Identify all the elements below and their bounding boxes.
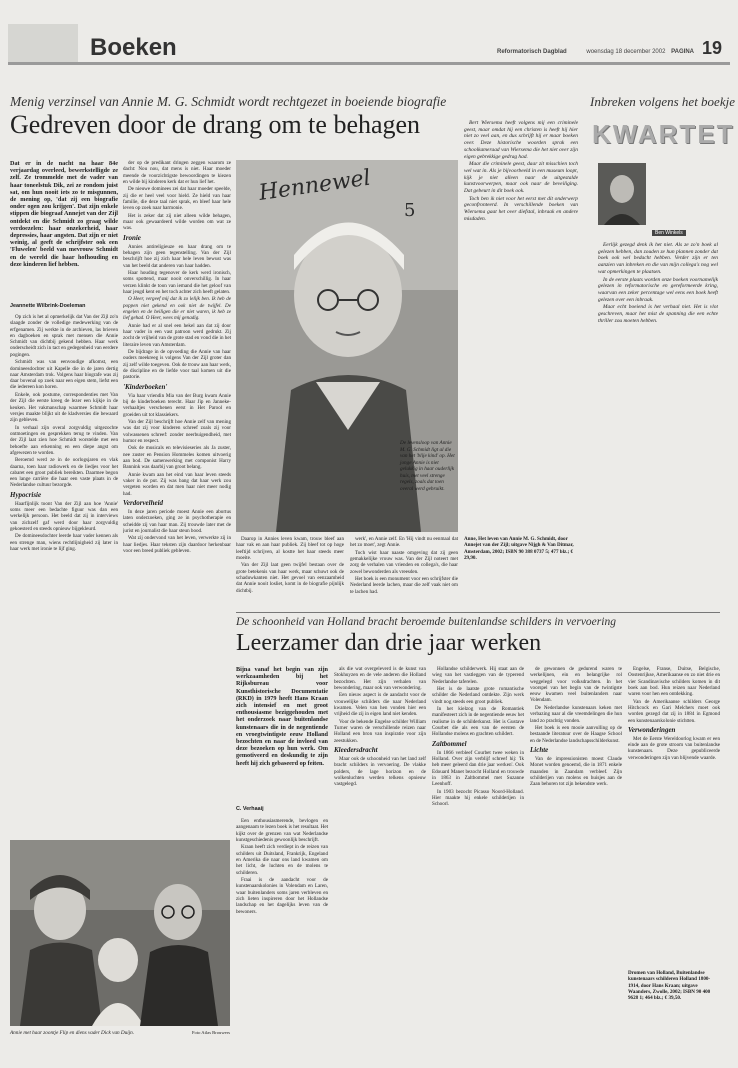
article2-kicker: De schoonheid van Holland bracht beroemde buitenlandse schilders in vervoering bbox=[236, 616, 616, 628]
article2-headline: Leerzamer dan drie jaar werken bbox=[236, 630, 542, 656]
paragraph: In het kielzog van de Romantiek manifesteert zich in de negentiende eeuw het realisme in de schilderkunst. Het is Gustave Courbet die als een van de eersten de Hollandse molens en grachten schildert. bbox=[432, 706, 524, 738]
paper-name: Reformatorisch Dagblad bbox=[497, 49, 567, 55]
subheading: Lichte bbox=[530, 745, 549, 754]
paragraph: De Nederlandse kunstenaars keken met verbazing naar al die vreemdelingen die hun land zo prachtig vonden. bbox=[530, 704, 622, 724]
paragraph: Haarfijnlijk toont Van der Zijl aan hoe 'Annie' soms meer een bedachte figuur was dan een werkelijk persoon. Het beeld dat zij in interviews van zichzelf gaf werd door haar zorgvuldig gekoesterd en steeds opnieuw bijgekleurd. bbox=[10, 500, 118, 532]
article1-kicker: Menig verzinsel van Annie M. G. Schmidt wordt rechtgezet in boeiende biografie bbox=[10, 94, 447, 109]
paragraph: Beroemd werd ze in de oorlogsjaren en vlak daarna, toen haar radiowerk en de liedjes voor het cabaret een groot publiek bereikten. Daarmee begon een lange carrière die haar een vaste plaats in de Nederlandse cultuur bezorgde. bbox=[10, 457, 118, 489]
family-photo bbox=[10, 840, 230, 1026]
paragraph: Maar die criminele geest, daar zit misschien toch wel wat in. Als je bijvoorbeeld in een museum loopt, kijk je niet alleen naar de uitgestalde kunstvoorwerpen, maar ook naar de beveiliging. Dat gebeurt in dit boek ook. bbox=[464, 161, 578, 195]
paragraph: Op zich is het al opmerkelijk dat Van der Zijl zo'n slaagde zonder de volledige medewerking van de erfgenamen. Zij werkte in de archieven, las brieven en dagboeken en sprak met mensen die Annie Schmidt van dichtbij gekend hebben. Haar werk onderscheidt zich in tact en gedegenheid van eerdere pogingen. bbox=[10, 314, 118, 358]
subheading: 'Kinderboeken' bbox=[123, 382, 168, 391]
page-number: 19 bbox=[701, 38, 722, 58]
subheading: Kleedersdracht bbox=[334, 745, 378, 754]
paragraph: Het boek is een mooie aanvulling op de bestaande literatuur over de Haagse School en de Nederlandse landschapsschilderkunst. bbox=[530, 725, 622, 744]
svg-text:5: 5 bbox=[404, 200, 416, 221]
paragraph: De nieuwe dominees zei dat haar moeder speelde, zij die er heel veel voor hield. Ze hield van haar familie, die deze taal niet sprak, en bleef haar hele leven op zoek naar harmonie. bbox=[123, 186, 231, 212]
family-photo-credit: Foto Atlas Brouwers bbox=[191, 1030, 230, 1035]
paragraph: Voor de bekende Engelse schilder William Turner waren de verschillende reizen naar Holland een bron van inspiratie voor zijn zeestukken. bbox=[334, 718, 426, 744]
paragraph: Maar ook de schoonheid van het land zelf bracht schilders in vervoering. De vlakke polders, de lage horizon en de wolkenluchten werden telkens opnieuw vastgelegd. bbox=[334, 755, 426, 788]
paragraph: Van der Zijl laat geen twijfel bestaan over de grote betekenis van haar werk, maar schuwt ook de schaduwkanten niet. Het gevoel van eenzaamheid dat Annie nooit losliet, komt in de biografie pijnlijk dichtbij. bbox=[236, 562, 344, 594]
paragraph: Van de impressionisten moest Claude Monet worden genoemd, die in 1871 enkele maanden in Zaandam verbleef. Zijn schilderijen van molens en huisjes aan de Zaan behoren tot zijn bekendste werk. bbox=[530, 755, 622, 788]
article2-column-2 bbox=[334, 666, 426, 1058]
subheading: Verwonderingen bbox=[628, 725, 676, 734]
article1-intro bbox=[10, 160, 118, 300]
poem-quote: O Heer, vergeef mij dat ik zo lelijk ben. Ik heb de poppen niet gekend en ook niet de twijfel. De engelen en de heiligen die er niet waren, ik heb ze lief gehad. O Heer, wees mij genadig. bbox=[123, 296, 231, 322]
paragraph: Van de Amerikaanse schilders George Hitchcock en Gari Melchers moet ook worden gezegd dat zij in 1884 in Egmond een kunstenaarskolonie stichtten. bbox=[628, 698, 720, 724]
article1-book-info bbox=[464, 536, 578, 596]
paragraph: De bijdrage in de opvoeding die Annie van haar ouders meekreeg is volgens Van der Zijl groter dan zij zelf wilde toegeven. Ook de trouw aan haar werk, de discipline en de liefde voor taal komen uit die pastorie. bbox=[123, 349, 231, 381]
article1-column-1 bbox=[10, 314, 118, 734]
article1-byline: Jeannette Wilbrink-Doeleman bbox=[10, 303, 86, 309]
paragraph: De domineesdochter leerde haar vader kennen als een strenge man, wiens rechtlijnigheid zij later in haar werk met ironie te lijf ging. bbox=[10, 533, 118, 553]
article1-intro-text: Dat er in de nacht na haar 84e verjaardag overleed, bewerkstelligde ze zelf. Ze trommelde met de vader van haar toneelstuk Dik, zei ze rondom juist sat, om hun nooit iets zo te misgunnen, de mening op, 'dat zij een biografie onder ogen zou krijgen'. Dat zijn enkele stippen die biograaf Annejet van der Zijl ontdekt en die Schmidt zo graag wilde verdoezelen: haar onzekerheid, haar depressies, haar angsten. Dat zijn er niet weinig, al geeft de schrijfster ook een 'Fluwelen' beeld van mevrouw Schmidt en de wereld die haar hofhouding en deze kinderen lief hebben. bbox=[10, 160, 118, 268]
paragraph: Het boek is een monument voor een schrijfster die Nederland leerde lachen, maar die zelf vaak niet om te lachen had. bbox=[350, 576, 458, 595]
paragraph: Annies antireligieuze en haar drang om te behagen zijn geen tegenstelling. Van der Zijl beschrijft hoe zij zich haar hele leven bewust was van het beeld dat anderen van haar hadden. bbox=[123, 243, 231, 269]
article1-column-3 bbox=[236, 536, 344, 616]
paragraph: Hollandse schilderwerk. Hij staat aan de wieg van het vastleggen van de typerend Nederlandse taferelen. bbox=[432, 666, 524, 685]
family-photo-image bbox=[10, 840, 230, 1026]
paragraph: Bert Wiersema heeft volgens mij een criminele geest, maar omdat hij een christen is heeft hij hier niet zo veel aan, en dus schrijft hij er maar boeken over. Deze historische woorden sprak een schoolkameraad van Wiersema die het niet over zijn eigen gebrekkige gedrag had. bbox=[464, 120, 578, 160]
paragraph: Eerlijk gezegd denk ik het niet. Als ze zo'n boek al gelezen hebben, dan zouden ze hun plannen zonder dat boek ook wel bedacht hebben. Verder zijn er ten aanzien van inbreken en die van mijn collega's nog wel wat opmerkingen te plaatsen. bbox=[598, 242, 718, 275]
paragraph: Het is de laatste grote romantische schilder die Nederland ontdekte. Zijn werk vindt nog steeds een groot publiek. bbox=[432, 686, 524, 705]
author-portrait-image bbox=[598, 163, 646, 225]
paragraph: In verhaal zijn overal zorgvuldig uitgezochte ontmoetingen en gesprekken terug te vinden. Van der Zijl laat zien hoe Schmidt worstelde met een behoefte aan erkenning en een diepe angst om afgewezen te worden. bbox=[10, 424, 118, 456]
masthead-rule bbox=[8, 62, 730, 65]
article2-intro-text: Bijna vanaf het begin van zijn werkzaamheden bij het Rijksbureau voor Kunsthistorische Documentatie (RKD) in 1979 heeft Hans Kraan zich intensief en met groot enthousiasme beziggehouden met het onderzoek naar buitenlandse kunstenaars die in de negentiende en vroegtwintigste eeuw Holland bezochten en naar de invloed van deze bezoeken op hun werk. Om gemotiveerd en deskundig te zijn heeft hij zich gebaseerd op feiten. bbox=[236, 666, 328, 767]
paragraph: Daarop in Annies leven kwam, trouw bleef aan haar vak en aan haar publiek. Zij bleef tot op hoge leeftijd schrijven, al kostte het haar steeds meer moeite. bbox=[236, 536, 344, 561]
section-tab bbox=[8, 24, 78, 62]
paragraph: Toch wist haar naaste omgeving dat zij geen gemakkelijke vrouw was. Van der Zijl noteert met zorg de verhalen van vrienden en collega's, die haar zowel bewonderden als vreesden. bbox=[350, 549, 458, 575]
article2-column-3 bbox=[432, 666, 524, 1058]
article1-column-2 bbox=[123, 160, 231, 735]
article1-photo-caption: De levensloop van Annie M. G. Schmidt ligt al die van het 'blije kind' op. Het jonge Annie is niet gelukkig in haar ouderlijk huis, met veel strenge regels, zoals dat toen overal werd gebruikt. bbox=[400, 440, 455, 492]
paragraph: Engelse, Franse, Duitse, Belgische, Oostenrijkse, Amerikaanse en zo niet drie en vier Scandinavische schilders komen in dit boek aan bod. Hun reizen naar Nederland waren voor hen een ontdekking. bbox=[628, 666, 720, 698]
paragraph: Van der Zijl beschrijft hoe Annie zelf van mening was dat zij voor kinderen schreef zoals zij voor volwassenen schreef: zonder neerbuigendheid, met humor en respect. bbox=[123, 419, 231, 444]
paragraph: Wat zij ondervond van het leven, verwerkte zij in haar liedjes. Haar teksten zijn daardoor herkenbaar voor een breed publiek gebleven. bbox=[123, 535, 231, 554]
section-rule bbox=[236, 612, 720, 613]
book-info-text: Anne, Het leven van Annie M. G. Schmidt, door Annejet van der Zijl; uitgave Nijgh & Van Ditmar, Amsterdam, 2002; ISBN 90 388 0737 5; 477 blz.; € 29,90. bbox=[464, 536, 574, 561]
kwartet-logo: KWARTET bbox=[592, 119, 735, 149]
author-name: Ben Winkels bbox=[652, 230, 686, 236]
paragraph: Schmidt was van eenvoudige afkomst, een domineesdochter uit Kapelle die in de jaren dertig naar Amsterdam trok. Volgens haar biografe was zij daar bovenal op zoek naar een eigen stem, liefst een die iedereen kon horen. bbox=[10, 359, 118, 391]
subheading: Ironie bbox=[123, 233, 141, 242]
sidebar-column-1 bbox=[464, 120, 578, 532]
paragraph: In 1866 verbleef Courbet twee weken in Holland. Over zijn verblijf schreef hij: 'Ik heb meer geleerd dan drie jaar werken'. Ook Edouard Manet bezocht Holland en trouwde in 1863 in Zaltbommel met Suzanne Leenhoff. bbox=[432, 749, 524, 788]
paragraph: Via haar vriendin Mia van der Burg kwam Annie bij de kinderboeken terecht. Haar Jip en Janneke-verhaaltjes verschenen eerst in Het Parool en groeiden uit tot klassiekers. bbox=[123, 392, 231, 418]
paragraph: Fraai is de aandacht voor de kunstenaarskolonies in Volendam en Laren, waar buitenlanders soms jaren verbleven en zich lieten inspireren door het Hollandse landschap en het dagelijks leven van de bewoners. bbox=[236, 877, 328, 915]
paragraph: In deze jaren periode moest Annie een abortus laten onderzoeken, ging ze in psychotherapie en scheidde zij van haar man. Zij trouwde later met de jurist en journalist die haar steun bood. bbox=[123, 508, 231, 534]
paragraph: Ook de musicals en televisieseries als Ja zuster, nee zuster en Pension Hommeles komen uitvoerig aan bod. De samenwerking met componist Harry Bannink was daarbij van groot belang. bbox=[123, 445, 231, 471]
paragraph: In de eerste plaats worden onze boeken voornamelijk gelezen in reformatorische en gereformeerde kring, waarvan een zeker percentage wel eens een boek heeft gelezen over een inbraak. bbox=[598, 276, 718, 303]
article2-byline: C. Verhaaij bbox=[236, 806, 264, 812]
paragraph: Het is zeker dat zij niet alleen wilde behagen, maar ook gewaardeerd wilde worden om wat ze was. bbox=[123, 212, 231, 232]
paragraph: Een nieuw aspect is de aandacht voor de vrouwelijke schilders die naar Nederland kwamen. Velen van hen vonden hier een vrijheid die zij in eigen land niet kenden. bbox=[334, 692, 426, 718]
book-info-text: Dromen van Holland, Buitenlandse kunstenaars schilderen Holland 1800-1914, door Hans Kraan; uitgave Waanders, Zwolle, 2002; ISBN 90 400 9628 1; 464 blz.; € 39,50. bbox=[628, 970, 711, 1002]
subheading: Zaltbommel bbox=[432, 739, 467, 748]
paragraph: Toch ben ik niet voor het eerst met dit onderwerp geconfronteerd. In verschillende boeken van Wiersema gaat het over diefstal, inbraak en andere misdaden. bbox=[464, 195, 578, 222]
masthead-meta bbox=[497, 49, 694, 55]
paragraph: Annie had er al snel een hekel aan dat zij door haar vader in een vast patroon werd gedrukt. Zij zocht de vrijheid van de grote stad en vond die in het literaire leven van Amsterdam. bbox=[123, 322, 231, 348]
paragraph: Haar houding tegenover de kerk werd ironisch, soms spottend, maar nooit onverschillig. In haar verzen klinkt de toon van iemand die het geloof van haar jeugd kent en het toch achter zich heeft gelaten. bbox=[123, 270, 231, 295]
subheading: Hypocrisie bbox=[10, 490, 42, 499]
paragraph: als die wat overgeleverd is de kunst van Stokhuyzen en de vele anderen die Holland bezochten. Het zijn verhalen van bewondering, maar ook van verwondering. bbox=[334, 666, 426, 691]
paragraph: In 1903 bezocht Picasso Noord-Holland. Hier maakte hij enkele schilderijen in Schoorl. bbox=[432, 788, 524, 808]
paragraph: Annie kwam aan het eind van haar leven steeds vaker in de put. Zij was bang dat haar werk zou vergeten worden en dat men haar niet meer nodig had. bbox=[123, 471, 231, 497]
paragraph: der op de predikant dringen zeggen waarom ze dacht: Nou nou, dat mens is niet. Haar moeder meende de voorzichtigste bewoordingen te kiezen en wilde bij kinderen kerk dat er hun lief het. bbox=[123, 160, 231, 185]
section-title: Boeken bbox=[90, 34, 177, 61]
paragraph: Kraan heeft zich verdiept in de reizen van schilders uit Duitsland, Frankrijk, Engeland en Amerika die naar ons land kwamen om het licht, de luchten en de molens te schilderen. bbox=[236, 844, 328, 876]
family-photo-caption: Annie met haar zoontje Flip en diens vader Dick van Duijn. bbox=[10, 1030, 135, 1036]
paragraph: Met de Eerste Wereldoorlog kwam er een einde aan de grote stroom van buitenlandse kunstenaars. Deze gepubliceerde verwonderingen zijn van blijvende waarde. bbox=[628, 735, 720, 761]
article2-column-1 bbox=[236, 818, 328, 1058]
article1-headline: Gedreven door de drang om te behagen bbox=[10, 110, 421, 139]
article2-column-5 bbox=[628, 666, 720, 966]
paragraph: Maar echt boeiend is het verhaal niet. Het is vlot geschreven, maar het mist de spanning die een echte thriller zou moeten hebben. bbox=[598, 304, 718, 324]
article2-column-4 bbox=[530, 666, 622, 1058]
article2-book-info bbox=[628, 970, 720, 1030]
issue-date: woensdag 18 december 2002 bbox=[586, 49, 666, 55]
article2-intro bbox=[236, 666, 328, 804]
sidebar-title: Inbreken volgens het boekje bbox=[590, 94, 735, 109]
paragraph: Enkele, ook postume, correspondenties met Van der Zijl die eerste kreeg de lezer een kijkje in de keuken. Het vakmanschap waarmee Schmidt haar versjes maakte blijkt uit de kladversies die bewaard zijn gebleven. bbox=[10, 391, 118, 424]
subheading: Verdorvelheid bbox=[123, 498, 164, 507]
author-photo bbox=[598, 163, 646, 225]
paragraph: Een enthousiasmerende, bevlogen en aangenaam te lezen boek is het resultaat. Het kijkt over de grenzen van wat Nederlandse kunstgeschiedenis gewoonlijk beschrijft. bbox=[236, 818, 328, 843]
article1-column-4 bbox=[350, 536, 458, 616]
paragraph: werk', en Annie zelf. En 'Hij vindt nu eenmaal dat het zo moet', zegt Annie. bbox=[350, 536, 458, 549]
page-label: PAGINA bbox=[671, 49, 694, 55]
paragraph: de gewonnen de gedurend waren te werkelijnen, ein en belangrijke rol weggelegd voor volksdrachten. In het voorspel van het begin van de twintigste eeuw kwamen veel buitenlanders naar Volendam. bbox=[530, 666, 622, 704]
masthead bbox=[8, 34, 730, 66]
sidebar-column-2 bbox=[598, 242, 718, 532]
svg-text:Hennewel: Hennewel bbox=[257, 165, 373, 206]
